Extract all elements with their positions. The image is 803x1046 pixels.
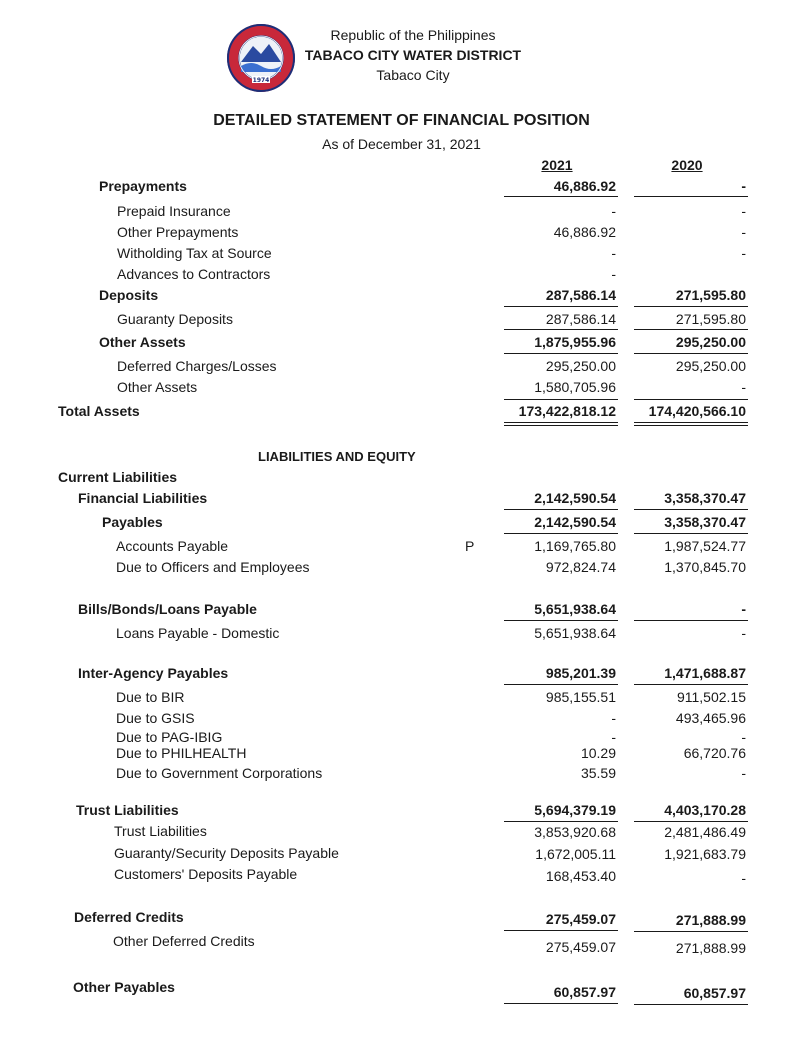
row-value-2021: 972,824.74 [545,559,616,575]
row-value-2021: 2,142,590.54 [534,514,616,530]
row-label: Due to Government Corporations [116,765,323,781]
subtotal-rule [504,930,618,931]
row-label: Bills/Bonds/Loans Payable [78,601,257,617]
row-label: Due to PHILHEALTH [116,745,247,761]
subtotal-rule [634,533,748,534]
subtotal-rule [634,329,748,330]
row-value-2021: 5,694,379.19 [534,802,616,818]
row-value-2020: 295,250.00 [675,358,746,374]
row-label: Other Deferred Credits [113,933,255,949]
row-value-2020: - [741,601,746,617]
statement-date: As of December 31, 2021 [322,136,481,152]
row-value-2020: 1,921,683.79 [664,846,746,862]
row-value-2020: - [741,178,746,194]
row-value-2020: 1,987,524.77 [664,538,746,554]
row-value-2020: 1,471,688.87 [664,665,746,681]
column-2020-header: 2020 [671,157,703,173]
row-value-2021: - [611,266,616,282]
liabilities-equity-heading: LIABILITIES AND EQUITY [258,449,416,464]
row-value-2020: - [741,765,746,781]
row-value-2020: - [741,729,746,745]
subtotal-rule [504,306,618,307]
row-value-2021: - [611,729,616,745]
row-label: Financial Liabilities [78,490,208,506]
subtotal-rule [504,533,618,534]
row-value-2021: 1,580,705.96 [534,379,616,395]
row-value-2020: 271,595.80 [675,287,746,303]
row-value-2021: - [611,245,616,261]
row-value-2021: 985,155.51 [545,689,616,705]
row-label: Other Prepayments [117,224,239,240]
subtotal-rule [504,821,618,822]
row-label: Trust Liabilities [114,823,207,839]
row-value-2020: - [741,203,746,219]
row-value-2020: 1,370,845.70 [664,559,746,575]
row-value-2020: 3,358,370.47 [664,490,746,506]
row-value-2021: 1,169,765.80 [534,538,616,554]
row-value-2020: 4,403,170.28 [664,802,746,818]
row-value-2021: 275,459.07 [545,911,616,927]
row-value-2020: 493,465.96 [675,710,746,726]
row-value-2021: 2,142,590.54 [534,490,616,506]
row-label: Inter-Agency Payables [78,665,229,681]
row-label: Other Payables [73,979,175,995]
city-line: Tabaco City [376,67,450,83]
row-value-2020: - [741,245,746,261]
republic-line: Republic of the Philippines [330,27,496,43]
subtotal-rule [504,620,618,621]
column-2021-header: 2021 [541,157,573,173]
subtotal-rule [504,684,618,685]
row-label: Deferred Credits [74,909,184,925]
row-value-2020: - [741,379,746,395]
row-value-2020: 2,481,486.49 [664,824,746,840]
row-label: Prepaid Insurance [117,203,231,219]
row-label: Advances to Contractors [117,266,271,282]
row-value-2021: 5,651,938.64 [534,601,616,617]
total-double-rule [504,422,618,426]
row-value-2021: 60,857.97 [553,984,616,1000]
row-value-2021: 3,853,920.68 [534,824,616,840]
row-value-2021: 168,453.40 [545,868,616,884]
row-value-2021: - [611,710,616,726]
row-value-2021: 5,651,938.64 [534,625,616,641]
statement-title: DETAILED STATEMENT OF FINANCIAL POSITION [213,112,590,129]
total-assets-label: Total Assets [58,403,140,419]
subtotal-rule [634,196,748,197]
row-value-2020: 295,250.00 [675,334,746,350]
subtotal-rule [634,684,748,685]
subtotal-rule [634,509,748,510]
row-value-2021: 287,586.14 [545,287,616,303]
row-value-2021: 46,886.92 [553,224,616,240]
row-label: Other Assets [117,379,198,395]
row-value-2020: - [741,625,746,641]
row-value-2021: - [611,203,616,219]
row-value-2021: 35.59 [580,765,616,781]
row-label: Due to PAG-IBIG [116,729,223,745]
row-value-2021: 1,875,955.96 [534,334,616,350]
row-label: Current Liabilities [58,469,178,485]
row-label: Due to BIR [116,689,185,705]
row-value-2021: 275,459.07 [545,939,616,955]
row-value-2020: - [741,870,746,886]
row-label: Prepayments [99,178,187,194]
row-value-2020: 271,888.99 [675,912,746,928]
row-value-2020: 271,595.80 [675,311,746,327]
subtotal-rule [504,509,618,510]
subtotal-rule [634,353,748,354]
subtotal-rule [634,1004,748,1005]
total-assets-2020: 174,420,566.10 [648,403,746,419]
row-label: Guaranty Deposits [117,311,233,327]
subtotal-rule [504,399,618,400]
row-label: Due to GSIS [116,710,195,726]
svg-text:1974: 1974 [252,77,270,84]
subtotal-rule [634,306,748,307]
total-double-rule [634,422,748,426]
total-assets-2021: 173,422,818.12 [518,403,616,419]
currency-symbol: P [465,538,475,554]
subtotal-rule [504,196,618,197]
subtotal-rule [634,399,748,400]
subtotal-rule [504,1003,618,1004]
row-label: Trust Liabilities [76,802,179,818]
row-value-2021: 287,586.14 [545,311,616,327]
row-label: Deposits [99,287,159,303]
row-value-2020: 3,358,370.47 [664,514,746,530]
row-value-2020: 271,888.99 [675,940,746,956]
subtotal-rule [504,329,618,330]
row-value-2021: 295,250.00 [545,358,616,374]
row-value-2020: 60,857.97 [683,985,746,1001]
row-value-2021: 1,672,005.11 [535,846,616,862]
row-value-2021: 10.29 [580,745,616,761]
row-label: Accounts Payable [116,538,229,554]
subtotal-rule [634,620,748,621]
row-label: Guaranty/Security Deposits Payable [114,845,339,861]
agency-name: TABACO CITY WATER DISTRICT [304,47,522,63]
subtotal-rule [504,353,618,354]
row-label: Deferred Charges/Losses [117,358,277,374]
row-value-2020: 66,720.76 [683,745,746,761]
row-label: Other Assets [99,334,186,350]
row-value-2020: 911,502.15 [676,689,746,705]
row-label: Due to Officers and Employees [116,559,310,575]
row-label: Payables [102,514,163,530]
row-label: Loans Payable - Domestic [116,625,280,641]
row-value-2021: 46,886.92 [553,178,616,194]
row-value-2021: 985,201.39 [545,665,616,681]
row-value-2020: - [741,224,746,240]
row-label: Customers' Deposits Payable [114,866,298,882]
row-label: Witholding Tax at Source [117,245,272,261]
subtotal-rule [634,821,748,822]
subtotal-rule [634,931,748,932]
